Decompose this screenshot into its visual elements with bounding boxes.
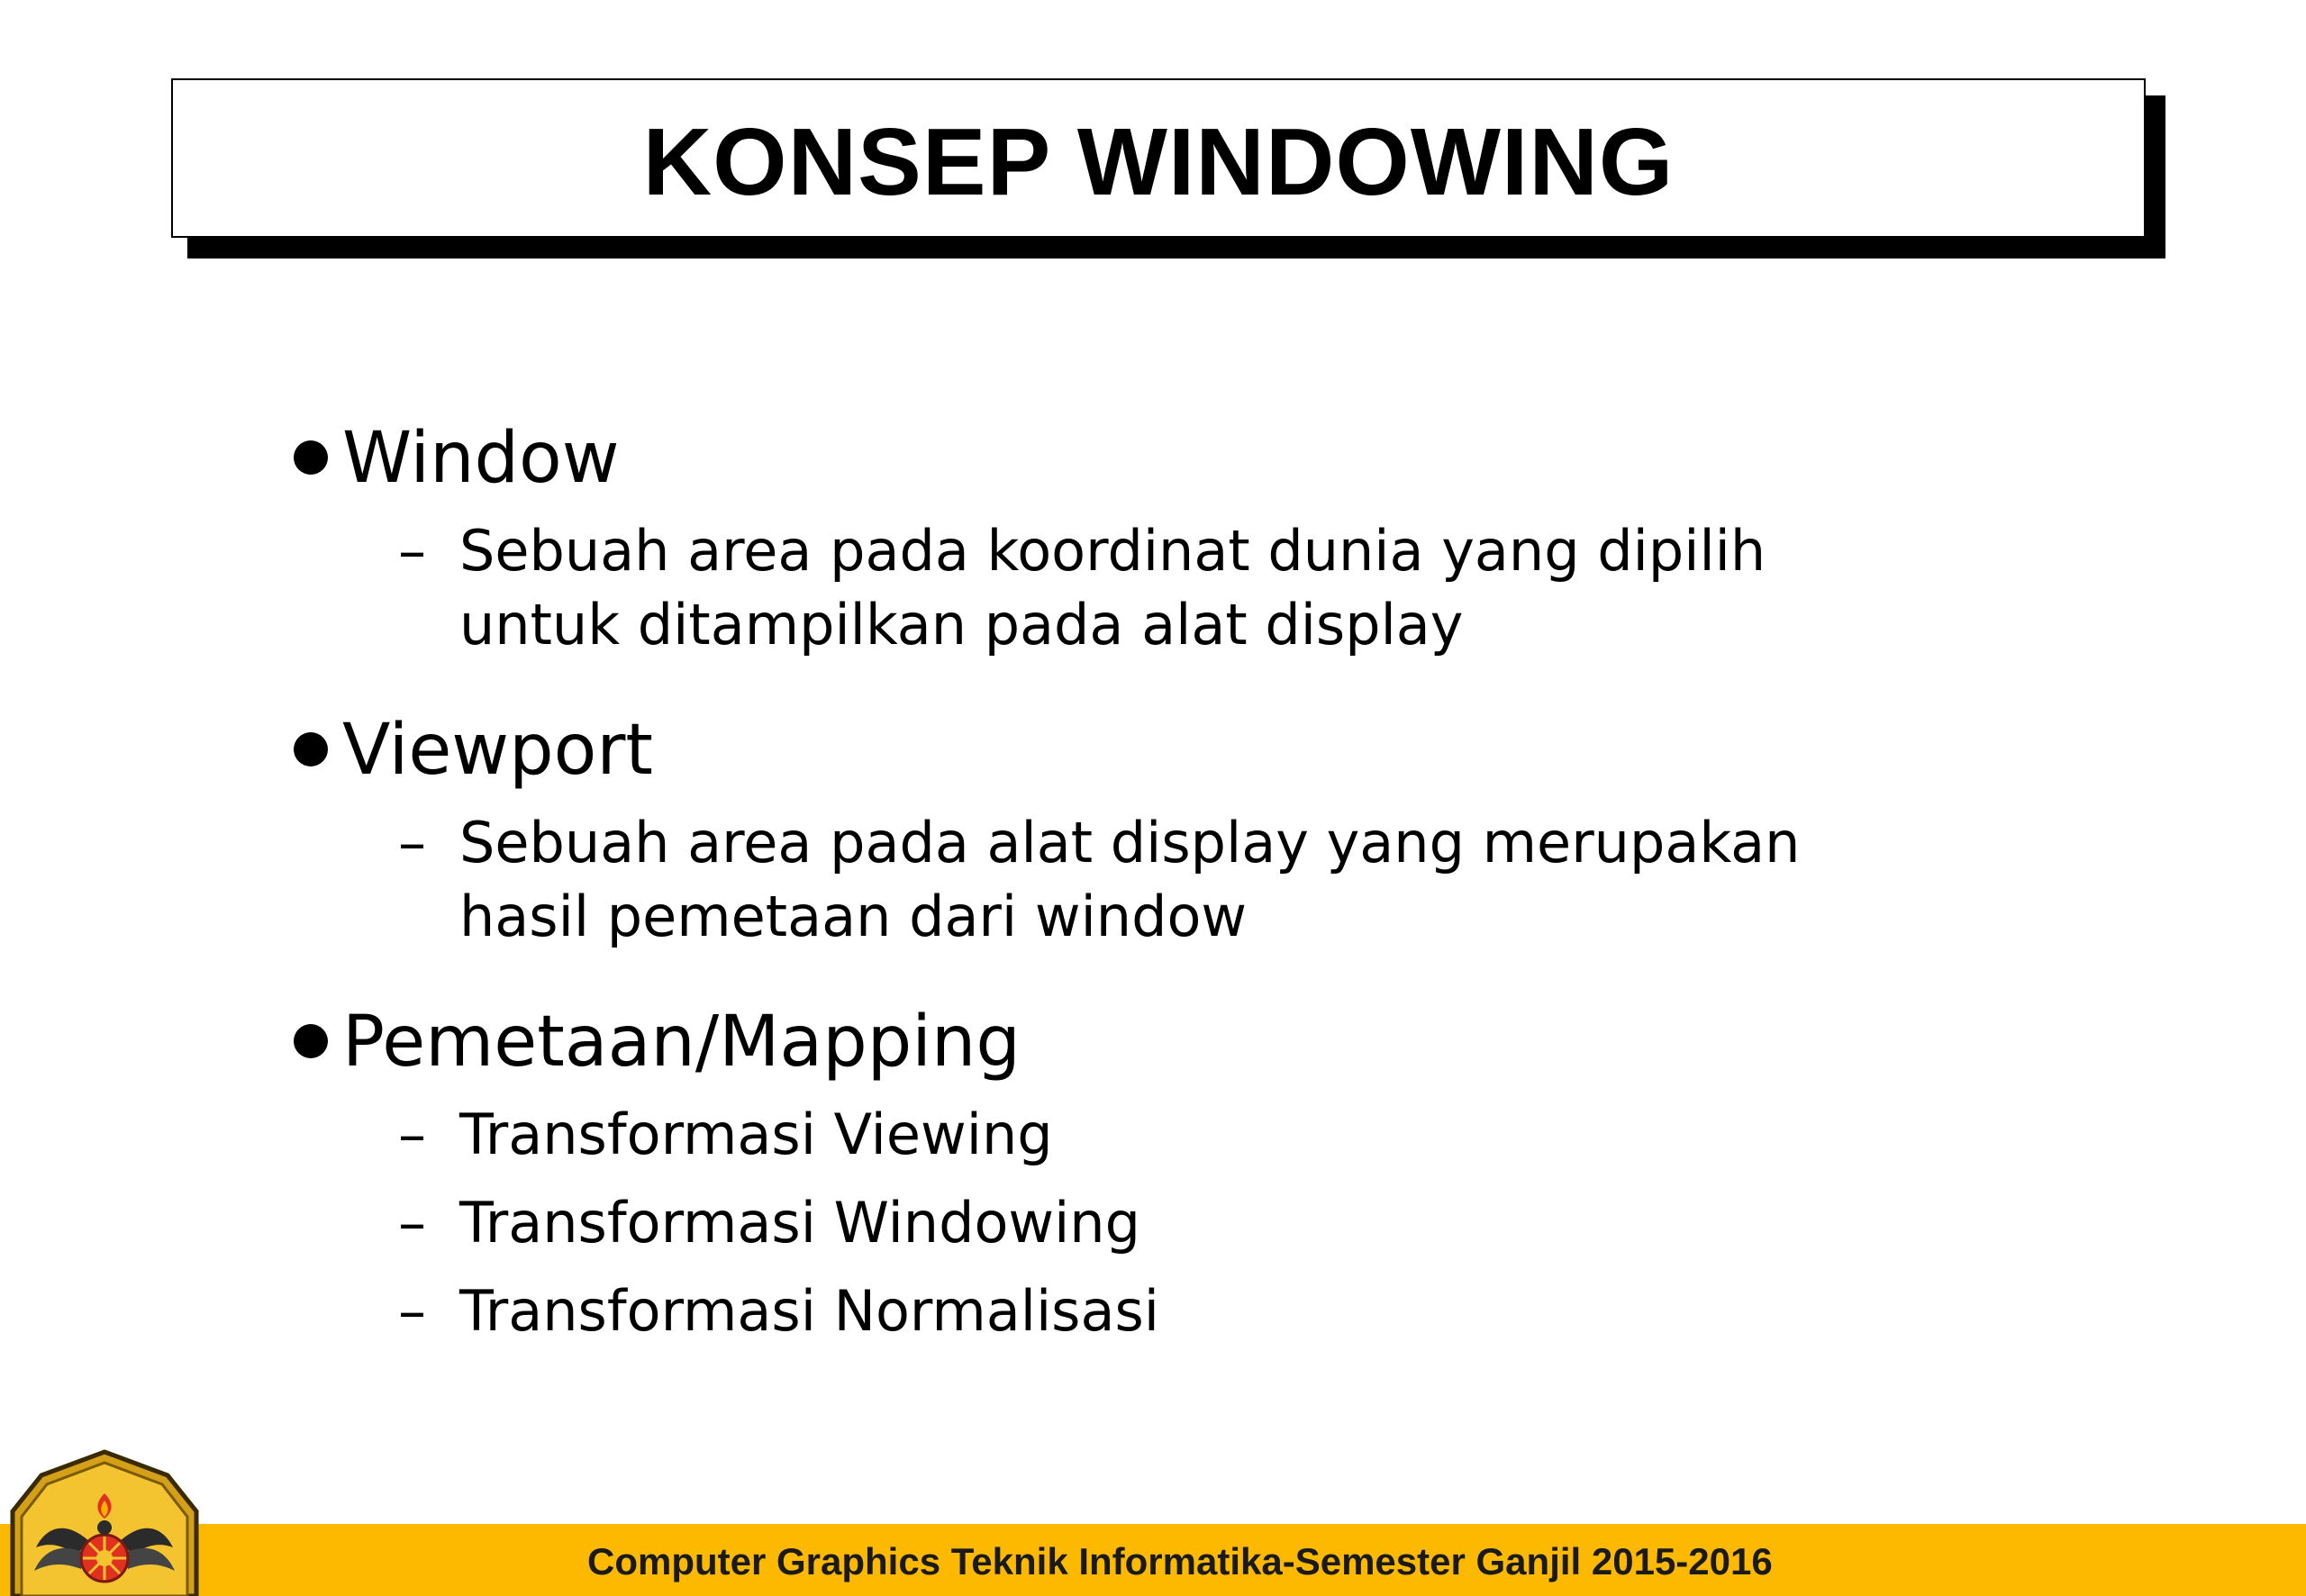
bullet-item-window: [288, 410, 2090, 507]
university-emblem-icon: [4, 1448, 205, 1596]
dash-icon: –: [398, 1102, 426, 1167]
dash-icon: –: [398, 518, 426, 584]
sub-item-line: untuk ditampilkan pada alat display: [459, 592, 1464, 657]
bullet-dot-icon: [294, 1024, 328, 1058]
sub-item-line: Transformasi Windowing: [459, 1190, 1140, 1256]
sub-item: [288, 1274, 2090, 1348]
sub-item: [288, 806, 2090, 954]
dash-icon: –: [398, 1190, 426, 1256]
bullet-item-viewport: [288, 702, 2090, 799]
bullet-label: Viewport: [342, 710, 653, 791]
bullet-dot-icon: [294, 732, 328, 766]
bullet-label: Window: [342, 418, 620, 499]
bullet-item-mapping: [288, 993, 2090, 1091]
sub-item: [288, 1186, 2090, 1260]
footer-text: Computer Graphics Teknik Informatika-Semester Ganjil 2015-2016: [587, 1540, 1773, 1582]
sub-item-line: Sebuah area pada koordinat dunia yang dipilih: [459, 518, 1766, 584]
sub-item: [288, 1098, 2090, 1172]
sub-item-line: Sebuah area pada alat display yang merupakan: [459, 810, 1801, 875]
sub-item-line: Transformasi Normalisasi: [459, 1278, 1159, 1344]
slide-title: KONSEP WINDOWING: [642, 108, 1675, 215]
bullet-list: [288, 410, 2090, 1348]
dash-icon: –: [398, 1278, 426, 1344]
sub-item-line: hasil pemetaan dari window: [459, 884, 1248, 949]
sub-item-line: Transformasi Viewing: [459, 1102, 1053, 1167]
bullet-label: Pemetaan/Mapping: [342, 1002, 1021, 1083]
bullet-dot-icon: [294, 440, 328, 475]
title-box: [171, 78, 2146, 238]
dash-icon: –: [398, 810, 426, 875]
sub-item: [288, 514, 2090, 662]
